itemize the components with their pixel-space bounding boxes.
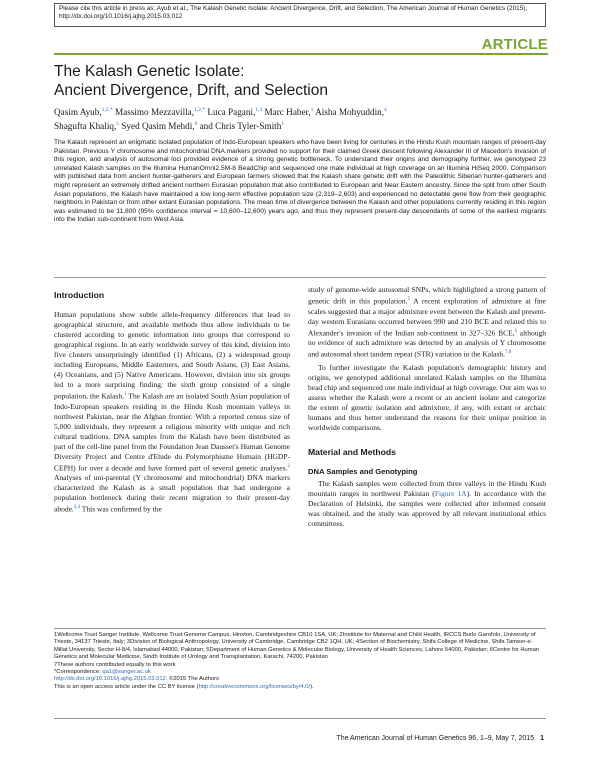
figure-link[interactable]: Figure 1 — [434, 488, 462, 498]
author-affiliation[interactable]: 1,2,* — [101, 107, 113, 113]
author-affiliation[interactable]: 1,3 — [255, 107, 263, 113]
journal-citation: The American Journal of Human Genetics 96, 1–9, May 7, 2015 — [336, 735, 535, 742]
reference-link[interactable]: 5 — [407, 297, 411, 302]
intro-text: Human populations show subtle allele-frequency differences that lead to geographical structure, and available methods thus allow individuals to be clustered according to genetic information into groups that correspond to geographical regions. In an early worldwide survey of this kind, division into five clusters unsurprisingly identified (1) Africans, (2) a widespread group including Europeans, Middle Easterners, and South Asians, (3) East Asians, (4) Oceanians, and (5) Native Americans. However, division into six groups led to a more surprising finding: the sixth group consisted of a single population, the Kalash. — [54, 310, 290, 401]
page-footer — [336, 735, 544, 742]
citation-text: Please cite this article in press as: Ayub et al., The Kalash Genetic Isolate: Ancient Divergence, Drift, and Selection, The American Journal of Human Genetics (2015), http://dx.doi.org/10.1016/j.ajhg.2015.03.012 — [59, 5, 528, 20]
intro-text: Analyses of uni-parental (Y chromosome and mitochondrial) DNA markers characterized the Kalash as a small population that had undergone a population bottleneck during their recent migration to their present-day abode. — [54, 473, 290, 514]
intro-text: although no evidence of such admixture was detected by an analysis of Y chromosome and autosomal short tandem repeat (STR) variation in the Kalash. — [308, 328, 546, 359]
author: Marc Haber, — [264, 107, 311, 118]
license-line — [54, 684, 546, 691]
author: Shagufta Khaliq, — [54, 121, 117, 132]
figure-panel-link[interactable]: A — [461, 488, 467, 498]
author: Massimo Mezzavilla, — [114, 107, 195, 118]
correspondence-email[interactable]: qa1@sanger.ac.uk — [102, 669, 151, 676]
footer-divider — [54, 718, 546, 719]
author-affiliation[interactable]: 6 — [194, 121, 198, 128]
citation-box — [54, 3, 546, 27]
introduction-heading: Introduction — [54, 290, 105, 300]
intro-text: The Kalash are an isolated South Asian population of Indo-European speakers residing in the Hindu Kush mountain valleys in northwest Pakistan, near the Afghan frontier. With a reported census size of 5,000 individuals, they represent a religious minority with unique and rich cultural traditions. DNA samples from the Kalash have been distributed as part of the cell-line panel from the Foundation Jean Dausset's Human Genome Diversity Project and Centre d'Etude du Polymorphisme Humain (HGDP-CEPH) for over a decade and have formed part of several genetic analyses. — [54, 391, 290, 472]
reference-link[interactable]: 6 — [514, 328, 518, 334]
dna-samples-subheading: DNA Samples and Genotyping — [308, 466, 418, 476]
author: Qasim Ayub, — [54, 107, 102, 118]
footnote-divider — [54, 628, 546, 629]
author: Syed Qasim Mehdi, — [121, 121, 195, 132]
intro-paragraph — [54, 310, 290, 515]
equal-contribution-note: 7These authors contributed equally to this work — [54, 661, 176, 668]
abstract-divider — [54, 277, 546, 278]
reference-link[interactable]: 1 — [123, 392, 127, 397]
intro-paragraph-cont — [308, 285, 546, 360]
methods-text: ). In accordance with the Declaration of Helsinki, the samples were collected after informed consent was obtained, and the study was approved by all relevant institutional ethics committees. — [308, 488, 546, 528]
author-affiliation[interactable]: 1 — [310, 107, 314, 113]
header-divider — [54, 53, 548, 55]
license-text: This is an open access article under the CC BY license ( — [54, 683, 199, 690]
methods-heading: Material and Methods — [308, 446, 396, 457]
author: and Chris Tyler-Smith — [199, 121, 282, 132]
intro-text: study of genome-wide autosomal SNPs, which highlighted a strong pattern of genetic drift in this population. — [308, 285, 546, 306]
methods-text: The Kalash samples were collected from three valleys in the Hindu Kush mountain ranges in northwest Pakistan ( — [308, 478, 546, 498]
author-affiliation[interactable]: 4 — [384, 107, 387, 113]
reference-link[interactable]: 3,4 — [73, 505, 81, 510]
methods-paragraph — [308, 479, 546, 529]
reference-link[interactable]: 7,8 — [505, 350, 512, 355]
author: Aisha Mohyuddin, — [315, 107, 385, 118]
license-link[interactable]: http://creativecommons.org/licenses/by/4.0/ — [198, 683, 311, 690]
intro-text: A recent exploration of admixture at fine scales suggested that a major admixture event between the Kalash and present-day western Eurasians occurred between 990 and 210 BCE and related this to Alexander's invasion of the Indian sub-continent in 327–326 BCE, — [308, 296, 546, 337]
right-column — [308, 285, 546, 532]
affiliations: 1Wellcome Trust Sanger Institute, Wellcome Trust Genome Campus, Hinxton, Cambridgeshire CB10 1SA, UK; 2Institute for Maternal and Child Health, IRCCS Burlo Garofolo, University of Trieste, 34137 Trieste, Italy; 3Division of Biological Anthropology, University of Cambridge, Cambridge CB2 1QH, UK; 4Section of Biochemistry, Shifa College of Medicine, Shifa Tameer-e-Millat University, Sector H-8/4, Islamabad 44000, Pakistan; 5Department of Human Genetics & Molecular Biology, University of Health Sciences, Lahore 54000, Pakistan; 6Centre for Human Genetics and Molecular Medicine, Sindh Institute of Urology and Transplantation, Karachi, 74200, Pakistan — [54, 632, 540, 661]
author-affiliation[interactable]: 1 — [281, 121, 285, 128]
author-list — [54, 104, 554, 132]
reference-link[interactable]: 2 — [287, 463, 290, 469]
doi-line — [54, 676, 546, 683]
correspondence-label: *Correspondence: — [54, 669, 103, 676]
intro-text: This was confirmed by the — [80, 504, 162, 514]
article-type-label: ARTICLE — [481, 36, 548, 53]
abstract: The Kalash represent an enigmatic isolated population of Indo-European speakers who have been living for centuries in the Hindu Kush mountain ranges of present-day Pakistan. Previous Y chromosome and mitochondrial DNA markers provided no support for their claimed Greek descent following Alexander III of Macedon's invasion of this region, and analysis of autosomal loci provided evidence of a strong genetic bottleneck. To understand their origins and demography further, we genotyped 23 unrelated Kalash samples on the Illumina HumanOmni2.5M-8 BeadChip and sequenced one male individual at high coverage on an Illumina HiSeq 2000. Comparison with published data from ancient hunter-gatherers and European farmers showed that the Kalash share genetic drift with the Paleolithic Siberian hunter-gatherers and might represent an extremely drifted ancient northern Eurasian population that also contributed to European and Near Eastern ancestry. Since the split from other South Asian populations, the Kalash have maintained a low long-term effective population size (2,319–2,603) and experienced no detectable gene flow from their geographic neighbors in Pakistan or from other extant Eurasian populations. The mean time of divergence between the Kalash and other populations currently residing in this region was estimated to be 11,800 (95% confidence interval = 10,600–12,600) years ago, and thus they represent present-day descendants of some of the earliest migrants into the Indian sub-continent from West Asia. — [54, 139, 546, 224]
copyright: . ©2015 The Authors — [165, 676, 219, 683]
page-number: 1 — [540, 735, 544, 742]
author-affiliation[interactable]: 1,2,* — [194, 107, 206, 113]
title-line-2: Ancient Divergence, Drift, and Selection — [54, 82, 328, 99]
title-line-1: The Kalash Genetic Isolate: — [54, 63, 245, 80]
intro-paragraph-2: To further investigate the Kalash population's demographic history and origins, we genotyped additional unrelated Kalash samples on the Illumina bead chip and sequenced one male individual at high coverage. Our aim was to assess whether the Kalash were a recent or an ancient isolate and categorize the extent of genetic isolation and admixture, if any, with extant or archaic humans and thus better understand the reasons for their unique position in worldwide comparisons. — [308, 362, 546, 432]
author: Luca Pagani, — [207, 107, 256, 118]
doi-link[interactable]: http://dx.doi.org/10.1016/j.ajhg.2015.03.012 — [54, 676, 166, 683]
license-text: ). — [310, 683, 314, 690]
footnotes — [54, 632, 546, 691]
article-title — [54, 62, 544, 100]
left-column — [54, 290, 290, 518]
author-affiliation[interactable]: 5 — [116, 121, 120, 128]
